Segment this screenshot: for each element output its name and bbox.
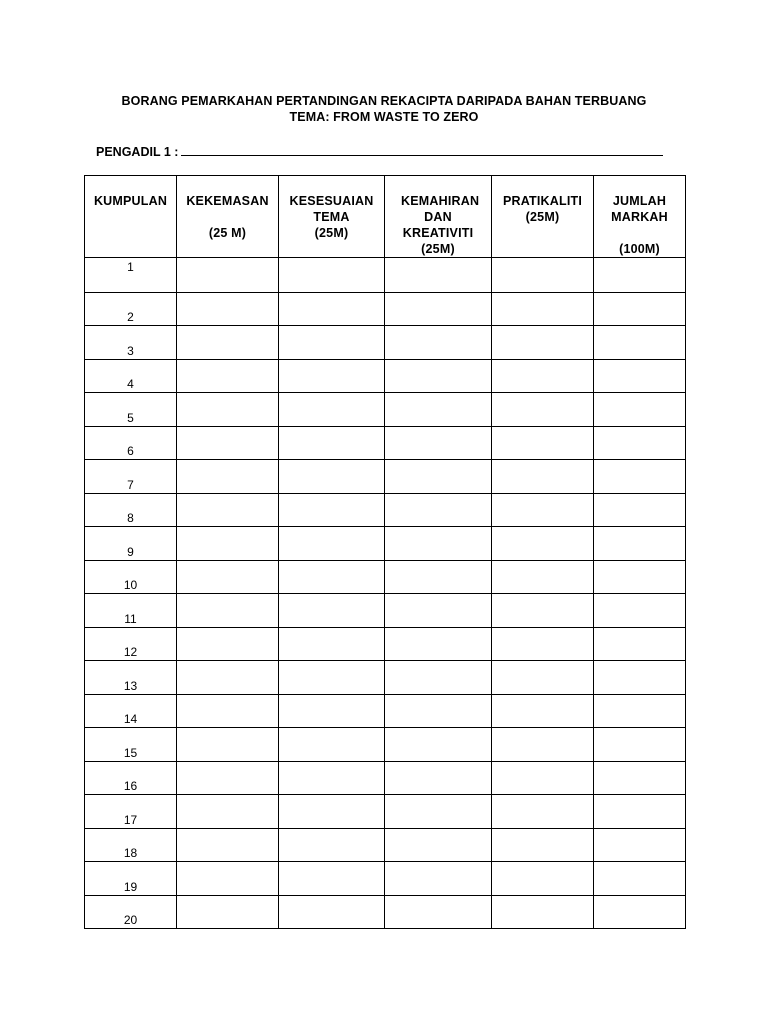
group-number-cell: 10 bbox=[85, 560, 177, 594]
score-cell-kesesuaian-tema[interactable] bbox=[279, 460, 385, 494]
score-cell-jumlah-markah[interactable] bbox=[594, 627, 686, 661]
score-cell-kesesuaian-tema[interactable] bbox=[279, 594, 385, 628]
score-cell-kesesuaian-tema[interactable] bbox=[279, 761, 385, 795]
score-cell-kesesuaian-tema[interactable] bbox=[279, 828, 385, 862]
score-cell-kekemasan[interactable] bbox=[177, 359, 279, 393]
column-header-jumlah-markah bbox=[594, 176, 686, 258]
score-cell-pratikaliti[interactable] bbox=[492, 258, 594, 293]
score-cell-kesesuaian-tema[interactable] bbox=[279, 527, 385, 561]
form-title-line-1: BORANG PEMARKAHAN PERTANDINGAN REKACIPTA DARIPADA BAHAN TERBUANG bbox=[121, 94, 647, 108]
score-cell-kemahiran[interactable] bbox=[385, 460, 492, 494]
group-number-cell: 12 bbox=[85, 627, 177, 661]
score-cell-pratikaliti[interactable] bbox=[492, 895, 594, 929]
table-row bbox=[85, 426, 686, 460]
column-header-label: JUMLAH MARKAH bbox=[611, 194, 668, 224]
score-cell-jumlah-markah[interactable] bbox=[594, 661, 686, 695]
score-cell-pratikaliti[interactable] bbox=[492, 326, 594, 360]
score-cell-jumlah-markah[interactable] bbox=[594, 694, 686, 728]
judge-label: PENGADIL 1 : bbox=[96, 145, 179, 159]
score-cell-jumlah-markah[interactable] bbox=[594, 326, 686, 360]
score-cell-pratikaliti[interactable] bbox=[492, 393, 594, 427]
score-cell-kekemasan[interactable] bbox=[177, 326, 279, 360]
group-number-cell: 19 bbox=[85, 862, 177, 896]
table-row bbox=[85, 460, 686, 494]
group-number-cell: 8 bbox=[85, 493, 177, 527]
score-cell-kesesuaian-tema[interactable] bbox=[279, 795, 385, 829]
score-cell-pratikaliti[interactable] bbox=[492, 527, 594, 561]
group-number-cell: 5 bbox=[85, 393, 177, 427]
score-cell-kesesuaian-tema[interactable] bbox=[279, 862, 385, 896]
score-cell-jumlah-markah[interactable] bbox=[594, 258, 686, 293]
score-cell-kesesuaian-tema[interactable] bbox=[279, 292, 385, 326]
score-cell-jumlah-markah[interactable] bbox=[594, 895, 686, 929]
table-row bbox=[85, 661, 686, 695]
score-cell-kekemasan[interactable] bbox=[177, 460, 279, 494]
score-cell-kesesuaian-tema[interactable] bbox=[279, 393, 385, 427]
score-cell-kekemasan[interactable] bbox=[177, 426, 279, 460]
score-cell-jumlah-markah[interactable] bbox=[594, 460, 686, 494]
table-row bbox=[85, 895, 686, 929]
group-number-cell: 18 bbox=[85, 828, 177, 862]
score-cell-pratikaliti[interactable] bbox=[492, 426, 594, 460]
group-number-cell: 11 bbox=[85, 594, 177, 628]
score-cell-kekemasan[interactable] bbox=[177, 694, 279, 728]
score-cell-kemahiran[interactable] bbox=[385, 359, 492, 393]
score-cell-jumlah-markah[interactable] bbox=[594, 393, 686, 427]
group-number-cell: 17 bbox=[85, 795, 177, 829]
table-row bbox=[85, 594, 686, 628]
score-cell-jumlah-markah[interactable] bbox=[594, 527, 686, 561]
score-cell-kemahiran[interactable] bbox=[385, 862, 492, 896]
score-cell-kemahiran[interactable] bbox=[385, 493, 492, 527]
table-row bbox=[85, 828, 686, 862]
score-cell-pratikaliti[interactable] bbox=[492, 761, 594, 795]
score-cell-kekemasan[interactable] bbox=[177, 393, 279, 427]
column-header-kumpulan bbox=[85, 176, 177, 258]
score-cell-jumlah-markah[interactable] bbox=[594, 560, 686, 594]
table-row bbox=[85, 728, 686, 762]
score-cell-kemahiran[interactable] bbox=[385, 326, 492, 360]
table-row bbox=[85, 761, 686, 795]
score-cell-kemahiran[interactable] bbox=[385, 393, 492, 427]
score-cell-kesesuaian-tema[interactable] bbox=[279, 326, 385, 360]
column-header-label: KESESUAIAN TEMA bbox=[289, 194, 374, 224]
score-cell-kesesuaian-tema[interactable] bbox=[279, 694, 385, 728]
score-cell-kemahiran[interactable] bbox=[385, 258, 492, 293]
score-cell-kesesuaian-tema[interactable] bbox=[279, 258, 385, 293]
score-cell-kesesuaian-tema[interactable] bbox=[279, 728, 385, 762]
score-cell-kemahiran[interactable] bbox=[385, 627, 492, 661]
table-row bbox=[85, 694, 686, 728]
score-cell-kekemasan[interactable] bbox=[177, 895, 279, 929]
score-cell-pratikaliti[interactable] bbox=[492, 661, 594, 695]
column-header-pratikaliti bbox=[492, 176, 594, 258]
score-cell-kekemasan[interactable] bbox=[177, 828, 279, 862]
group-number-cell: 16 bbox=[85, 761, 177, 795]
score-cell-kesesuaian-tema[interactable] bbox=[279, 359, 385, 393]
score-cell-pratikaliti[interactable] bbox=[492, 862, 594, 896]
column-header-marks: (25M) bbox=[314, 226, 349, 240]
score-cell-jumlah-markah[interactable] bbox=[594, 292, 686, 326]
column-header-marks: (25M) bbox=[525, 210, 560, 224]
table-row bbox=[85, 326, 686, 360]
group-number-cell: 9 bbox=[85, 527, 177, 561]
score-cell-kekemasan[interactable] bbox=[177, 258, 279, 293]
score-cell-kesesuaian-tema[interactable] bbox=[279, 627, 385, 661]
group-number-cell: 6 bbox=[85, 426, 177, 460]
column-header-label: KUMPULAN bbox=[93, 194, 168, 208]
table-row bbox=[85, 862, 686, 896]
judge-line bbox=[96, 143, 663, 160]
score-cell-kesesuaian-tema[interactable] bbox=[279, 426, 385, 460]
score-cell-kemahiran[interactable] bbox=[385, 694, 492, 728]
score-cell-jumlah-markah[interactable] bbox=[594, 862, 686, 896]
score-cell-kemahiran[interactable] bbox=[385, 828, 492, 862]
form-title-line-2: TEMA: FROM WASTE TO ZERO bbox=[289, 110, 479, 124]
group-number-cell: 13 bbox=[85, 661, 177, 695]
score-cell-jumlah-markah[interactable] bbox=[594, 594, 686, 628]
group-number-cell: 14 bbox=[85, 694, 177, 728]
column-header-kemahiran bbox=[385, 176, 492, 258]
group-number-cell: 15 bbox=[85, 728, 177, 762]
score-cell-kemahiran[interactable] bbox=[385, 895, 492, 929]
score-table-body bbox=[85, 258, 686, 929]
column-header-marks: (25 M) bbox=[208, 226, 247, 240]
score-cell-kekemasan[interactable] bbox=[177, 560, 279, 594]
table-row bbox=[85, 560, 686, 594]
score-cell-pratikaliti[interactable] bbox=[492, 594, 594, 628]
table-header-row bbox=[85, 176, 686, 258]
score-cell-pratikaliti[interactable] bbox=[492, 627, 594, 661]
score-cell-pratikaliti[interactable] bbox=[492, 694, 594, 728]
score-cell-pratikaliti[interactable] bbox=[492, 828, 594, 862]
score-cell-kemahiran[interactable] bbox=[385, 292, 492, 326]
score-cell-jumlah-markah[interactable] bbox=[594, 828, 686, 862]
score-cell-kemahiran[interactable] bbox=[385, 661, 492, 695]
score-cell-kemahiran[interactable] bbox=[385, 728, 492, 762]
score-cell-kemahiran[interactable] bbox=[385, 795, 492, 829]
score-cell-kemahiran[interactable] bbox=[385, 594, 492, 628]
score-cell-pratikaliti[interactable] bbox=[492, 560, 594, 594]
score-cell-kekemasan[interactable] bbox=[177, 795, 279, 829]
column-header-kesesuaian-tema bbox=[279, 176, 385, 258]
score-cell-kekemasan[interactable] bbox=[177, 728, 279, 762]
score-table bbox=[84, 175, 686, 929]
column-header-label: KEMAHIRAN DAN KREATIVITI bbox=[401, 194, 480, 240]
score-cell-kekemasan[interactable] bbox=[177, 527, 279, 561]
score-cell-jumlah-markah[interactable] bbox=[594, 359, 686, 393]
group-number-cell: 4 bbox=[85, 359, 177, 393]
score-cell-kekemasan[interactable] bbox=[177, 862, 279, 896]
table-row bbox=[85, 258, 686, 293]
table-row bbox=[85, 393, 686, 427]
score-cell-kekemasan[interactable] bbox=[177, 761, 279, 795]
score-cell-kemahiran[interactable] bbox=[385, 527, 492, 561]
column-header-label: PRATIKALITI bbox=[502, 194, 583, 208]
form-title bbox=[0, 93, 768, 125]
group-number-cell: 1 bbox=[85, 258, 177, 293]
table-row bbox=[85, 359, 686, 393]
score-cell-kesesuaian-tema[interactable] bbox=[279, 560, 385, 594]
score-cell-pratikaliti[interactable] bbox=[492, 728, 594, 762]
table-row bbox=[85, 493, 686, 527]
score-cell-kekemasan[interactable] bbox=[177, 627, 279, 661]
score-cell-kekemasan[interactable] bbox=[177, 594, 279, 628]
score-cell-pratikaliti[interactable] bbox=[492, 460, 594, 494]
column-header-label: KEKEMASAN bbox=[186, 194, 269, 208]
table-row bbox=[85, 795, 686, 829]
table-row bbox=[85, 627, 686, 661]
column-header-marks: (25M) bbox=[421, 242, 455, 256]
score-cell-kekemasan[interactable] bbox=[177, 661, 279, 695]
score-cell-kekemasan[interactable] bbox=[177, 493, 279, 527]
score-cell-pratikaliti[interactable] bbox=[492, 359, 594, 393]
score-cell-pratikaliti[interactable] bbox=[492, 292, 594, 326]
table-row bbox=[85, 292, 686, 326]
score-cell-jumlah-markah[interactable] bbox=[594, 795, 686, 829]
column-header-marks: (100M) bbox=[619, 242, 660, 256]
table-row bbox=[85, 527, 686, 561]
group-number-cell: 20 bbox=[85, 895, 177, 929]
group-number-cell: 2 bbox=[85, 292, 177, 326]
group-number-cell: 7 bbox=[85, 460, 177, 494]
score-cell-jumlah-markah[interactable] bbox=[594, 493, 686, 527]
score-cell-kekemasan[interactable] bbox=[177, 292, 279, 326]
score-cell-kesesuaian-tema[interactable] bbox=[279, 493, 385, 527]
score-cell-pratikaliti[interactable] bbox=[492, 795, 594, 829]
score-cell-jumlah-markah[interactable] bbox=[594, 426, 686, 460]
score-cell-kemahiran[interactable] bbox=[385, 560, 492, 594]
group-number-cell: 3 bbox=[85, 326, 177, 360]
score-cell-kesesuaian-tema[interactable] bbox=[279, 661, 385, 695]
judge-name-blank bbox=[181, 143, 663, 156]
score-cell-jumlah-markah[interactable] bbox=[594, 761, 686, 795]
score-cell-kemahiran[interactable] bbox=[385, 761, 492, 795]
score-cell-kesesuaian-tema[interactable] bbox=[279, 895, 385, 929]
score-cell-jumlah-markah[interactable] bbox=[594, 728, 686, 762]
score-cell-pratikaliti[interactable] bbox=[492, 493, 594, 527]
score-cell-kemahiran[interactable] bbox=[385, 426, 492, 460]
column-header-kekemasan bbox=[177, 176, 279, 258]
